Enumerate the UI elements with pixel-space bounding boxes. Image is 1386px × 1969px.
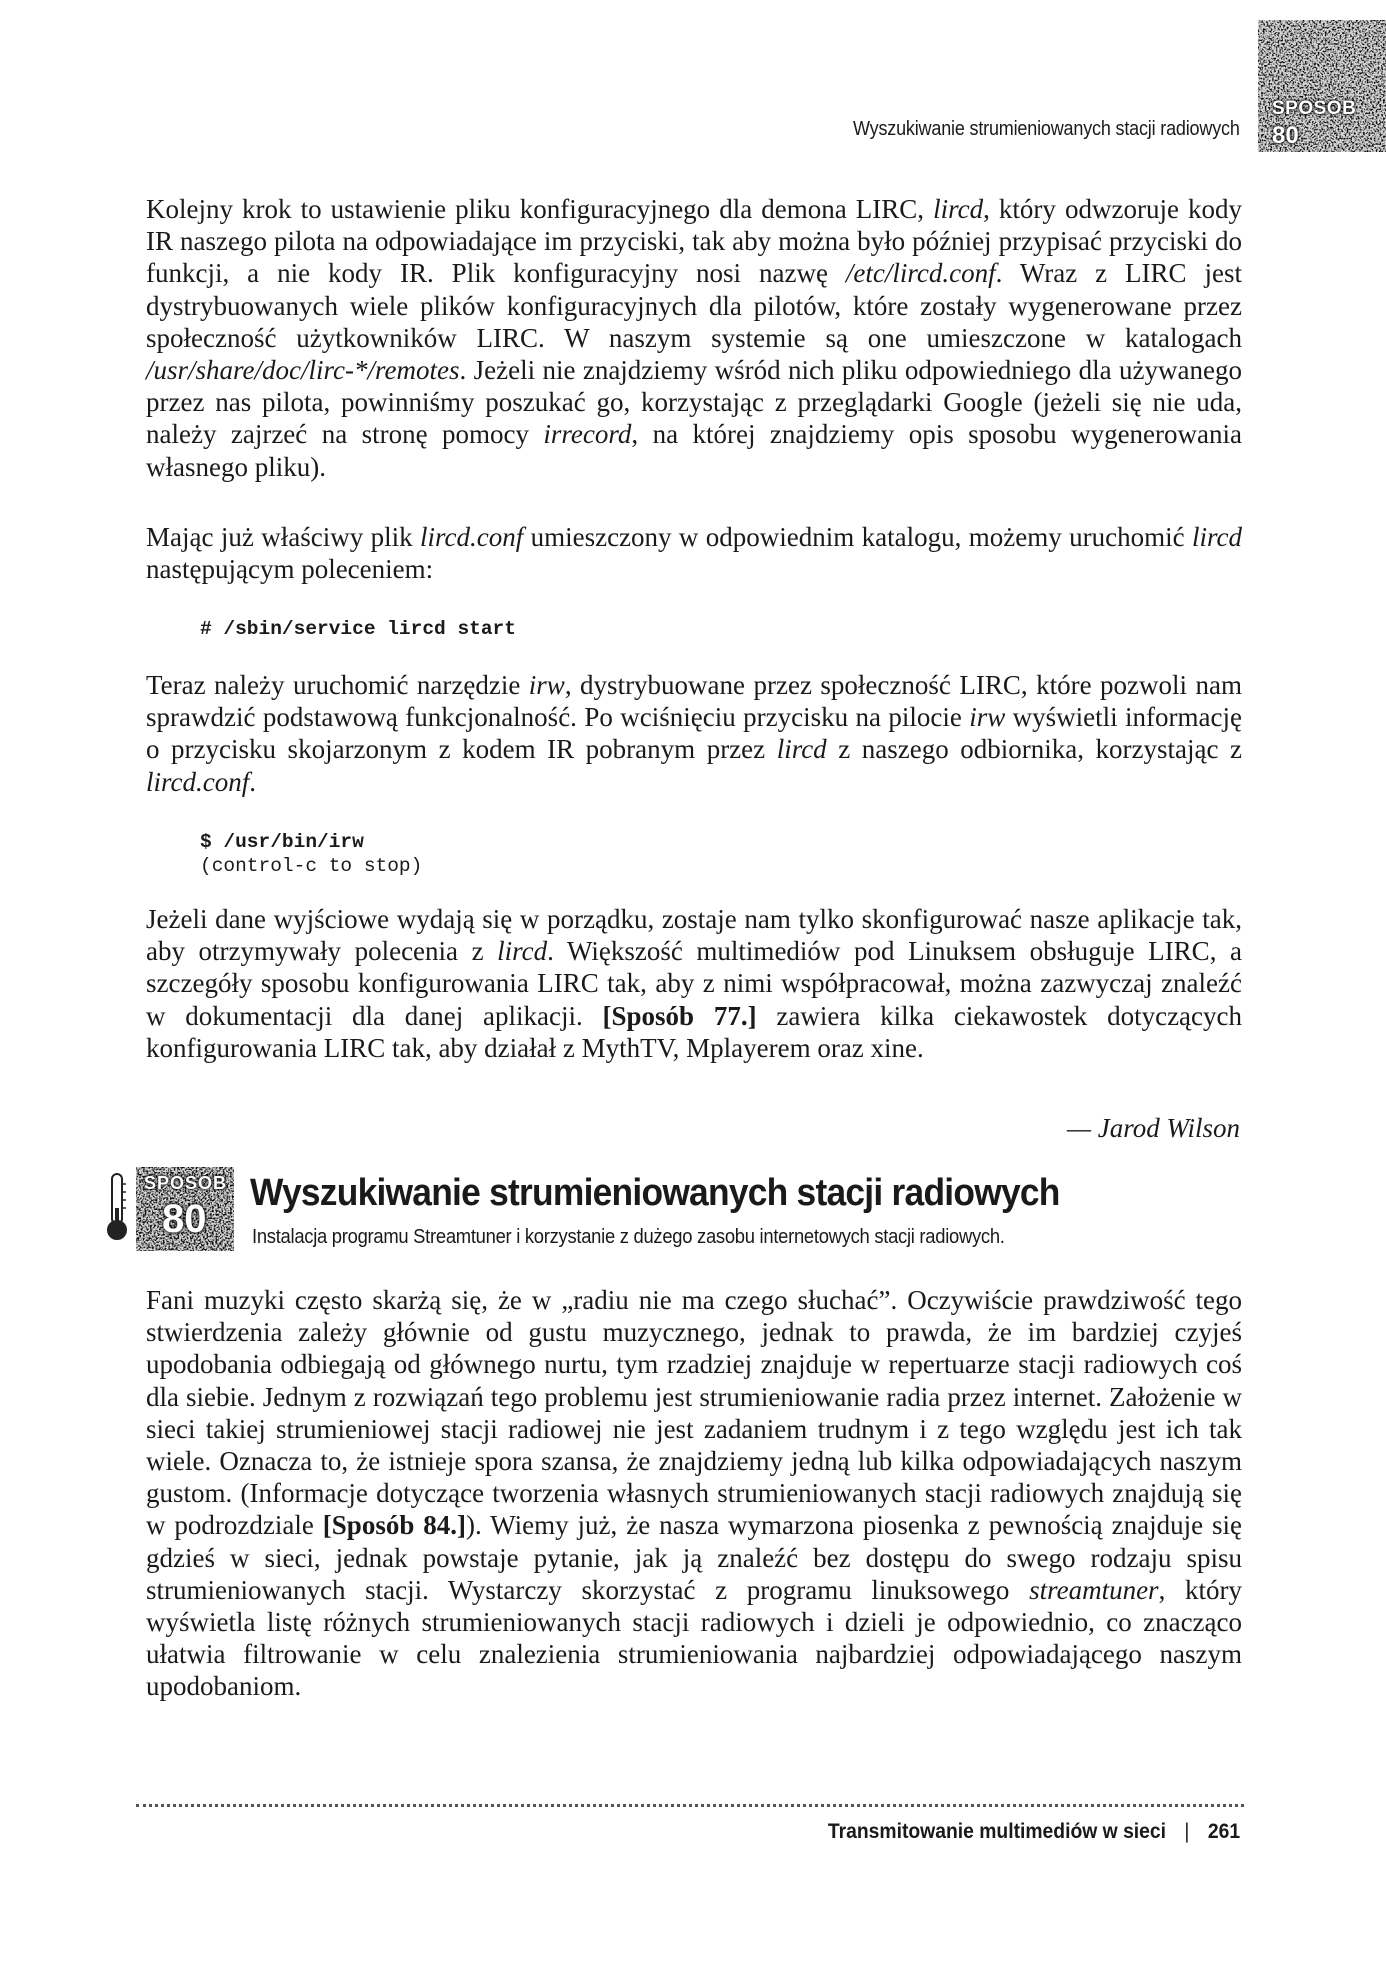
code-block-service: [200, 617, 516, 641]
italic-term: lircd.conf: [146, 766, 250, 797]
text-run: Kolejny krok to ustawienie pliku konfiguracyjnego dla demona LIRC,: [146, 194, 934, 224]
text-run: , na której znajdziemy opis sposobu wygenerowania własnego pliku).: [146, 419, 1242, 482]
header-hack-badge: [1258, 20, 1386, 152]
section-hack-badge: [136, 1167, 234, 1251]
page-number: 261: [1207, 1820, 1240, 1843]
text-run: .: [249, 766, 256, 797]
text-run: zawiera kilka ciekawostek dotyczących konfigurowania LIRC tak, aby działał z MythTV, Mplayerem oraz xine.: [146, 1000, 1243, 1063]
italic-term: streamtuner: [1029, 1574, 1159, 1605]
italic-term: lircd: [497, 936, 548, 967]
italic-term: irrecord: [543, 419, 632, 450]
italic-term: irw: [528, 670, 565, 700]
paragraph-run-lircd: [146, 521, 1242, 585]
text-run: następującym poleceniem:: [146, 554, 434, 585]
italic-term: lircd: [933, 194, 984, 224]
paragraph-apps: [146, 903, 1242, 1064]
text-run: z naszego odbiornika, korzystając z: [826, 734, 1243, 765]
header-badge-label: SPOSÓB: [1272, 98, 1357, 119]
text-run: , który wyświetla listę różnych strumieniowanych stacji radiowych i dzieli je odpowiednio, co znacząco ułatwia filtrowanie w celu znalezienia strumieniowania najbardziej odpowiadającego naszym upodobaniom.: [146, 1574, 1242, 1702]
text-run: , dystrybuowane przez społeczność LIRC, które pozwoli nam sprawdzić podstawową funkcjonalność. Po wciśnięciu przycisku na pilocie: [146, 670, 1242, 733]
author-signature: — Jarod Wilson: [1066, 1113, 1240, 1143]
paragraph-streamtuner: [146, 1284, 1242, 1703]
section-badge-number: 80: [162, 1197, 207, 1241]
footer-divider: [136, 1804, 1244, 1807]
text-run: Teraz należy uruchomić narzędzie: [146, 670, 529, 700]
italic-path: /etc/lircd.conf: [845, 258, 996, 289]
text-run: Fani muzyki często skarżą się, że w „radiu nie ma czego słuchać”. Oczywiście prawdziwość tego stwierdzenia zależy głównie od gustu muzycznego, jednak to prawda, że im bardziej czyjeś upodobania odbiegają od głównego nurtu, tym rzadziej znajduje w repertuarze stacji radiowych coś dla siebie. Jednym z rozwiązań tego problemu jest strumieniowanie radia przez internet. Założenie w sieci takiej strumieniowej stacji radiowej nie jest zadaniem trudnym i z tego względu jest ich tak wiele. Oznacza to, że istnieje spora szansa, że znajdziemy jedną lub kilka odpowiadających naszym gustom. (Informacje dotyczące tworzenia własnych strumieniowanych stacji radiowych znajdują się w podrozdziale: [146, 1285, 1242, 1541]
italic-term: lircd: [1191, 522, 1242, 552]
page-footer: [828, 1820, 1240, 1844]
text-run: . Jeżeli nie znajdziemy wśród nich pliku odpowiedniego dla używanego przez nas pilota, powinniśmy poszukać go, korzystając z przeglądarki Google (jeżeli się nie uda, należy zajrzeć na stronę pomocy: [146, 355, 1242, 450]
section-title: Wyszukiwanie strumieniowanych stacji radiowych: [250, 1172, 1060, 1214]
text-run: wyświetli informację o przycisku skojarzonym z kodem IR pobranym przez: [146, 702, 1242, 765]
code-block-irw: [200, 830, 422, 878]
text-run: . Większość multimediów pod Linuksem obsługuje LIRC, a szczegóły sposobu konfigurowania LIRC tak, aby z nimi współpracował, można zazwyczaj znaleźć w dokumentacji dla danej aplikacji.: [146, 936, 1242, 1031]
running-header: Wyszukiwanie strumieniowanych stacji radiowych: [853, 118, 1240, 140]
code-output: (control-c to stop): [200, 855, 423, 877]
text-run: Jeżeli dane wyjściowe wydają się w porządku, zostaje nam tylko skonfigurować nasze aplikacje tak, aby otrzymywały polecenia z: [146, 904, 1242, 967]
footer-chapter: Transmitowanie multimediów w sieci: [827, 1820, 1166, 1843]
italic-term: irw: [969, 702, 1006, 733]
italic-path: /usr/share/doc/lirc-*/remotes: [146, 355, 460, 386]
section-subtitle: Instalacja programu Streamtuner i korzystanie z dużego zasobu internetowych stacji radiowych.: [252, 1226, 1005, 1248]
header-badge-number: 80: [1272, 122, 1299, 149]
cross-reference: [Sposób 77.]: [602, 1000, 757, 1031]
section-badge-label: SPOSÓB: [144, 1173, 228, 1193]
text-run: Mając już właściwy plik: [146, 522, 420, 552]
italic-term: lircd: [776, 734, 827, 765]
text-run: ). Wiemy już, że nasza wymarzona piosenka z pewnością znajduje się gdzieś w sieci, jednak powstaje pytanie, jak ją znaleźć bez dostępu do swego rodzaju spisu strumieniowanych stacji. Wystarczy skorzystać z programu linuksowego: [146, 1510, 1242, 1605]
paragraph-irw: [146, 669, 1242, 798]
text-run: umieszczony w odpowiednim katalogu, możemy uruchomić: [523, 522, 1192, 552]
text-run: , który odwzoruje kody IR naszego pilota na odpowiadające im przyciski, tak aby można było później przypisać przyciski do funkcji, a nie kody IR. Plik konfiguracyjny nosi nazwę: [146, 194, 1243, 289]
thermometer-icon: [106, 1172, 128, 1242]
code-command: $ /usr/bin/irw: [200, 831, 364, 853]
cross-reference: [Sposób 84.]: [322, 1510, 467, 1541]
text-run: . Wraz z LIRC jest dystrybuowanych wiele plików konfiguracyjnych dla pilotów, które zostały wygenerowane przez społeczność użytkowników LIRC. W naszym systemie są one umieszczone w katalogach: [146, 258, 1242, 353]
code-command: # /sbin/service lircd start: [200, 618, 516, 640]
italic-term: lircd.conf: [419, 522, 524, 552]
footer-separator: |: [1184, 1820, 1190, 1843]
paragraph-lirc-config: [146, 193, 1242, 483]
